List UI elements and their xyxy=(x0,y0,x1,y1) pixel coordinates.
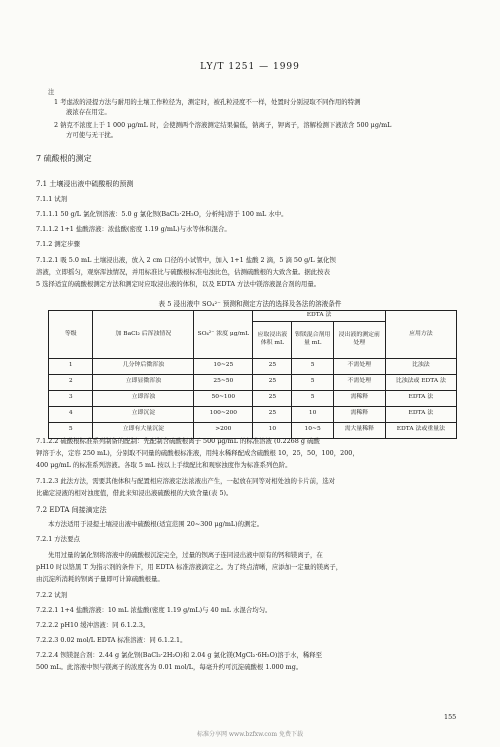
table-row: 5 立即有大量沉淀 >200 10 10~5 需大量稀释 EDTA 法或重量法 xyxy=(49,422,457,438)
th-so4: SO₄²⁻ 浓度 μg/mL xyxy=(194,311,253,359)
section-7-1-2-2-line3: 400 μg/mL 的标准系列溶液。各取 5 mL 按以上手续配比和观察浊度作为标准系列色阶。 xyxy=(36,461,292,469)
page-number: 155 xyxy=(444,713,457,721)
note-1-cont: 液浓存在用定。 xyxy=(66,108,111,116)
section-7-2-2-4-line2: 500 mL。此溶液中钡与镁离子的浓度各为 0.01 mol/L，每毫升约可沉淀硫酸根 1.000 mg。 xyxy=(36,663,303,671)
th-turbidity: 加 BaCl₂ 后浑浊情况 xyxy=(93,311,194,359)
section-7-1-2-2-line1: 7.1.2.2 硫酸根标准系列制备的配制：先配制含硫酸根离子 500 μg/mL 的标准溶液 (0.2268 g 硫酸 xyxy=(36,437,320,445)
section-7-heading: 7 硫酸根的测定 xyxy=(36,154,92,163)
th-method: 应用方法 xyxy=(385,311,456,359)
note-1: 1 考虑浓的浸提方法与耐用的土壤工作粒径为，测定时，被孔粒浸度不一样，处置时分别浸取不同作用的特测 xyxy=(54,98,361,106)
section-7-1-2-1-line3: 5 选择适宜的硫酸根测定方法和测定时应取浸出液的体积，以及 EDTA 方法中镁溶液混合剂的用量。 xyxy=(36,280,321,288)
section-7-2-2: 7.2.2 试剂 xyxy=(36,591,68,599)
section-7-2-1-line2: pH10 时以铬黑 T 为指示剂的条件下，用 EDTA 标准溶液滴定之。为了终点清晰，应添加一定量的镁离子， xyxy=(36,563,343,571)
section-7-2-heading: 7.2 EDTA 间接滴定法 xyxy=(36,506,107,514)
section-7-2-2-4-line1: 7.2.2.4 钡镁混合剂：2.44 g 氯化钡(BaCl₂·2H₂O)和 2.04 g 氯化镁(MgCl₂·6H₂O)溶于水，稀释至 xyxy=(36,651,323,659)
section-7-1-2-3-line2: 比确定浸液的相对浊度值，借此来知浸出液硫酸根的大致含量(表 5)。 xyxy=(36,489,233,497)
section-7-2-1: 7.2.1 方法要点 xyxy=(36,535,80,543)
section-7-1-1-2: 7.1.1.2 1+1 盐酸溶液：浓盐酸(密度 1.19 g/mL)与水等体积混合。 xyxy=(36,225,231,233)
table-row: 1 几分钟后微浑浊 10~25 25 5 不需处理 比浊法 xyxy=(49,358,457,374)
table-caption: 表 5 浸出液中 SO₄²⁻ 预测和测定方法的选择及各法的溶液条件 xyxy=(158,300,342,308)
section-7-1-2-1-line1: 7.1.2.1 吸 5.0 mL 土壤浸出液，放入 2 cm 口径的小试管中，加入 1+1 盐酸 2 滴，5 滴 50 g/L 氯化钡 xyxy=(36,256,336,264)
so4-method-table xyxy=(48,310,457,439)
th-pretreat: 浸出液的测定前处理 xyxy=(333,321,385,358)
section-7-1-heading: 7.1 土壤浸出液中硫酸根的预测 xyxy=(36,180,134,188)
section-7-1-2-1-line2: 溶液，立即摇匀，观察浑浊情况，并用标准比与硫酸根标准电浊比色，估测硫酸根的大致含量。据此按表 xyxy=(36,268,330,276)
table-row: 3 立即浑浊 50~100 25 5 需稀释 EDTA 法 xyxy=(49,390,457,406)
standard-header: LY/T 1251 — 1999 xyxy=(200,62,300,72)
section-7-2-1-line1: 先用过量的氯化钡将溶液中的硫酸根沉淀完全，过量的钡离子连同浸出液中原有的钙和镁离子，在 xyxy=(48,551,323,559)
th-edta: EDTA 法 xyxy=(253,311,385,322)
section-7-2-1-line3: 由沉淀所消耗的钡离子量即可计算硫酸根量。 xyxy=(36,575,164,583)
section-7-1-2-3-line1: 7.1.2.3 此法方法，需要其他体积与配置相应溶液定法浓液出产生，一起放在同等对相处浊的卡片前，选对 xyxy=(36,477,336,485)
table-row: 4 立即沉淀 100~200 25 10 需稀释 EDTA 法 xyxy=(49,406,457,422)
th-volume: 应取浸出液体积 mL xyxy=(253,321,292,358)
section-7-1-2-2-line2: 钾溶于水，定容 250 mL)，分别取不同量的硫酸根标准液，用纯水稀释配成含硫酸根 10，25，50，100，200， xyxy=(36,449,359,457)
section-7-1-1-1: 7.1.1.1 50 g/L 氯化钡溶液：5.0 g 氯化钡(BaCl₂·2H₂O，分析纯)溶于 100 mL 水中。 xyxy=(36,210,288,218)
section-7-1-2: 7.1.2 测定步骤 xyxy=(36,240,80,248)
th-ba-mg: 钡镁混合剂用量 mL xyxy=(292,321,333,358)
note-label: 注 xyxy=(48,88,55,96)
table-row: 2 立即显微浑浊 25~50 25 5 不需处理 比浊法或 EDTA 法 xyxy=(49,374,457,390)
download-footer: 标准分享网 www.bzfxw.com 免费下载 xyxy=(196,731,304,738)
section-7-2-2-1: 7.2.2.1 1+4 盐酸溶液：10 mL 浓盐酸(密度 1.19 g/mL)与 40 mL 水混合均匀。 xyxy=(36,606,272,614)
note-2: 2 钠克不浓度上于 1 000 μg/mL 时，会使测两个溶液测定结果偏低，钠离子，钾离子，溶解检测下液浓含 500 μg/mL xyxy=(54,121,392,129)
th-level: 等级 xyxy=(49,311,93,359)
section-7-2-2-2: 7.2.2.2 pH10 缓冲溶液：同 6.1.2.3。 xyxy=(36,621,150,629)
section-7-2-2-3: 7.2.2.3 0.02 mol/L EDTA 标准溶液：同 6.1.2.1。 xyxy=(36,636,187,644)
section-7-2-intro: 本方法适用于浸提土壤浸出液中硫酸根(适宜范围 20~300 μg/mL)的测定。 xyxy=(48,520,264,528)
note-2-cont: 方可使与无干扰。 xyxy=(66,131,118,139)
section-7-1-1: 7.1.1 试剂 xyxy=(36,195,68,203)
